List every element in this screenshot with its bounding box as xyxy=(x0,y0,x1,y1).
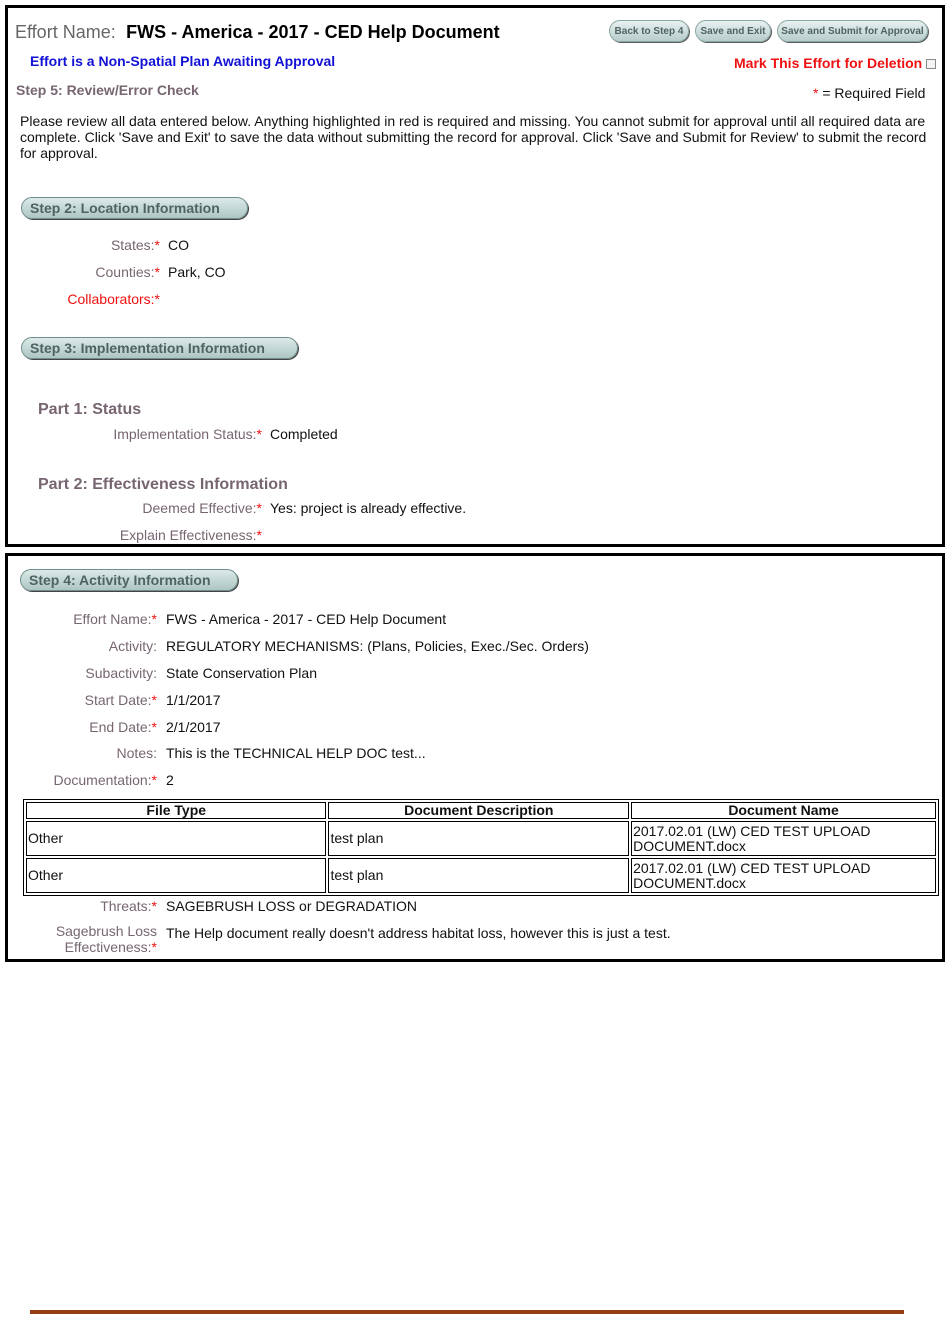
file-type-header: File Type xyxy=(26,802,326,819)
sagebrush-effectiveness-value: The Help document really doesn't address habitat loss, however this is just a test. xyxy=(166,925,671,941)
doc-description-cell: test plan xyxy=(328,821,629,856)
notes-value: This is the TECHNICAL HELP DOC test... xyxy=(166,745,426,761)
doc-name-cell xyxy=(631,821,936,856)
file-type-cell: Other xyxy=(26,821,326,856)
documentation-label-text: Documentation: xyxy=(53,772,152,788)
explain-effectiveness-label-text: Explain Effectiveness: xyxy=(119,527,257,543)
required-star: * xyxy=(813,85,819,101)
documents-table xyxy=(23,799,939,896)
threats-label: Threats:* xyxy=(100,898,157,914)
table-header-row xyxy=(26,802,936,819)
collaborators-label: Collaborators:* xyxy=(67,291,160,307)
documentation-label: Documentation:* xyxy=(53,772,157,788)
effort-name-value: FWS - America - 2017 - CED Help Document xyxy=(126,22,500,42)
start-date-label: Start Date:* xyxy=(84,692,157,708)
collaborators-label-text: Collaborators: xyxy=(67,291,155,307)
threats-label-text: Threats: xyxy=(100,898,152,914)
part1-title: Part 1: Status xyxy=(38,401,142,418)
deemed-effective-label: Deemed Effective:* xyxy=(142,500,262,516)
threats-value: SAGEBRUSH LOSS or DEGRADATION xyxy=(166,898,418,914)
doc-name-line: 2017.02.01 (LW) CED TEST UPLOAD xyxy=(633,859,871,876)
required-legend-text: = Required Field xyxy=(818,85,926,101)
subactivity-label: Subactivity: xyxy=(85,665,157,681)
activity-label: Activity: xyxy=(108,638,157,654)
doc-name-line: DOCUMENT.docx xyxy=(633,837,746,854)
table-row xyxy=(26,858,936,893)
end-date-value: 2/1/2017 xyxy=(166,719,221,735)
sagebrush-label-line1: Sagebrush Loss xyxy=(55,923,157,939)
save-and-submit-button[interactable]: Save and Submit for Approval xyxy=(777,20,928,42)
deemed-effective-label-text: Deemed Effective: xyxy=(142,500,257,516)
footer-rule xyxy=(30,1310,904,1314)
impl-status-value: Completed xyxy=(270,426,338,442)
doc-name-header: Document Name xyxy=(631,802,936,819)
activity-effort-name-label-text: Effort Name: xyxy=(73,611,152,627)
part2-title: Part 2: Effectiveness Information xyxy=(38,476,288,493)
table-row xyxy=(26,821,936,856)
counties-label: Counties:* xyxy=(95,264,160,280)
counties-label-text: Counties: xyxy=(95,264,155,280)
deemed-effective-value: Yes: project is already effective. xyxy=(270,500,467,516)
activity-effort-name-label: Effort Name:* xyxy=(73,611,157,627)
doc-name-cell xyxy=(631,858,936,893)
counties-value: Park, CO xyxy=(168,264,226,280)
impl-status-label: Implementation Status:* xyxy=(113,426,262,442)
review-panel-bottom xyxy=(5,553,945,962)
explain-effectiveness-label: Explain Effectiveness:* xyxy=(119,527,262,543)
back-to-step4-button[interactable]: Back to Step 4 xyxy=(609,20,689,42)
start-date-label-text: Start Date: xyxy=(84,692,152,708)
states-value: CO xyxy=(168,237,189,253)
states-label: States:* xyxy=(110,237,160,253)
activity-value: REGULATORY MECHANISMS: (Plans, Policies, Exec./Sec. Orders) xyxy=(166,638,589,654)
end-date-label: End Date:* xyxy=(89,719,157,735)
doc-description-header: Document Description xyxy=(328,802,629,819)
mark-deletion-row xyxy=(734,55,936,73)
subactivity-value: State Conservation Plan xyxy=(166,665,317,681)
intro-text: Please review all data entered below. Anything highlighted in red is required and missing. You cannot submit for approval until all required data are complete. Click 'Save and Exit' to save the data without submitting the record for approval. Click 'Save and Submit for Review' to submit the record for approval. xyxy=(20,113,927,161)
save-and-exit-button[interactable]: Save and Exit xyxy=(695,20,771,42)
sagebrush-label-line2: Effectiveness:* xyxy=(64,939,157,955)
activity-effort-name-value: FWS - America - 2017 - CED Help Document xyxy=(166,611,447,627)
effort-status: Effort is a Non-Spatial Plan Awaiting Approval xyxy=(30,53,336,69)
review-panel-top xyxy=(5,5,945,547)
effort-header xyxy=(15,22,500,43)
file-type-cell: Other xyxy=(26,858,326,893)
step2-section-header: Step 2: Location Information xyxy=(21,197,248,219)
required-legend xyxy=(813,85,925,101)
mark-deletion-checkbox[interactable] xyxy=(926,59,936,69)
doc-description-cell: test plan xyxy=(328,858,629,893)
doc-name-line: 2017.02.01 (LW) CED TEST UPLOAD xyxy=(633,822,871,839)
step-title: Step 5: Review/Error Check xyxy=(16,82,199,98)
notes-label: Notes: xyxy=(116,745,157,761)
sagebrush-effectiveness-label xyxy=(56,923,157,955)
states-label-text: States: xyxy=(110,237,155,253)
step3-section-header: Step 3: Implementation Information xyxy=(21,337,298,359)
documentation-value: 2 xyxy=(166,772,174,788)
end-date-label-text: End Date: xyxy=(89,719,152,735)
step4-section-header: Step 4: Activity Information xyxy=(20,569,238,591)
effort-name-label: Effort Name: xyxy=(15,22,116,42)
mark-deletion-label: Mark This Effort for Deletion xyxy=(734,55,923,71)
impl-status-label-text: Implementation Status: xyxy=(113,426,257,442)
doc-name-line: DOCUMENT.docx xyxy=(633,874,746,891)
sagebrush-label-line2-text: Effectiveness: xyxy=(64,939,152,955)
start-date-value: 1/1/2017 xyxy=(166,692,221,708)
